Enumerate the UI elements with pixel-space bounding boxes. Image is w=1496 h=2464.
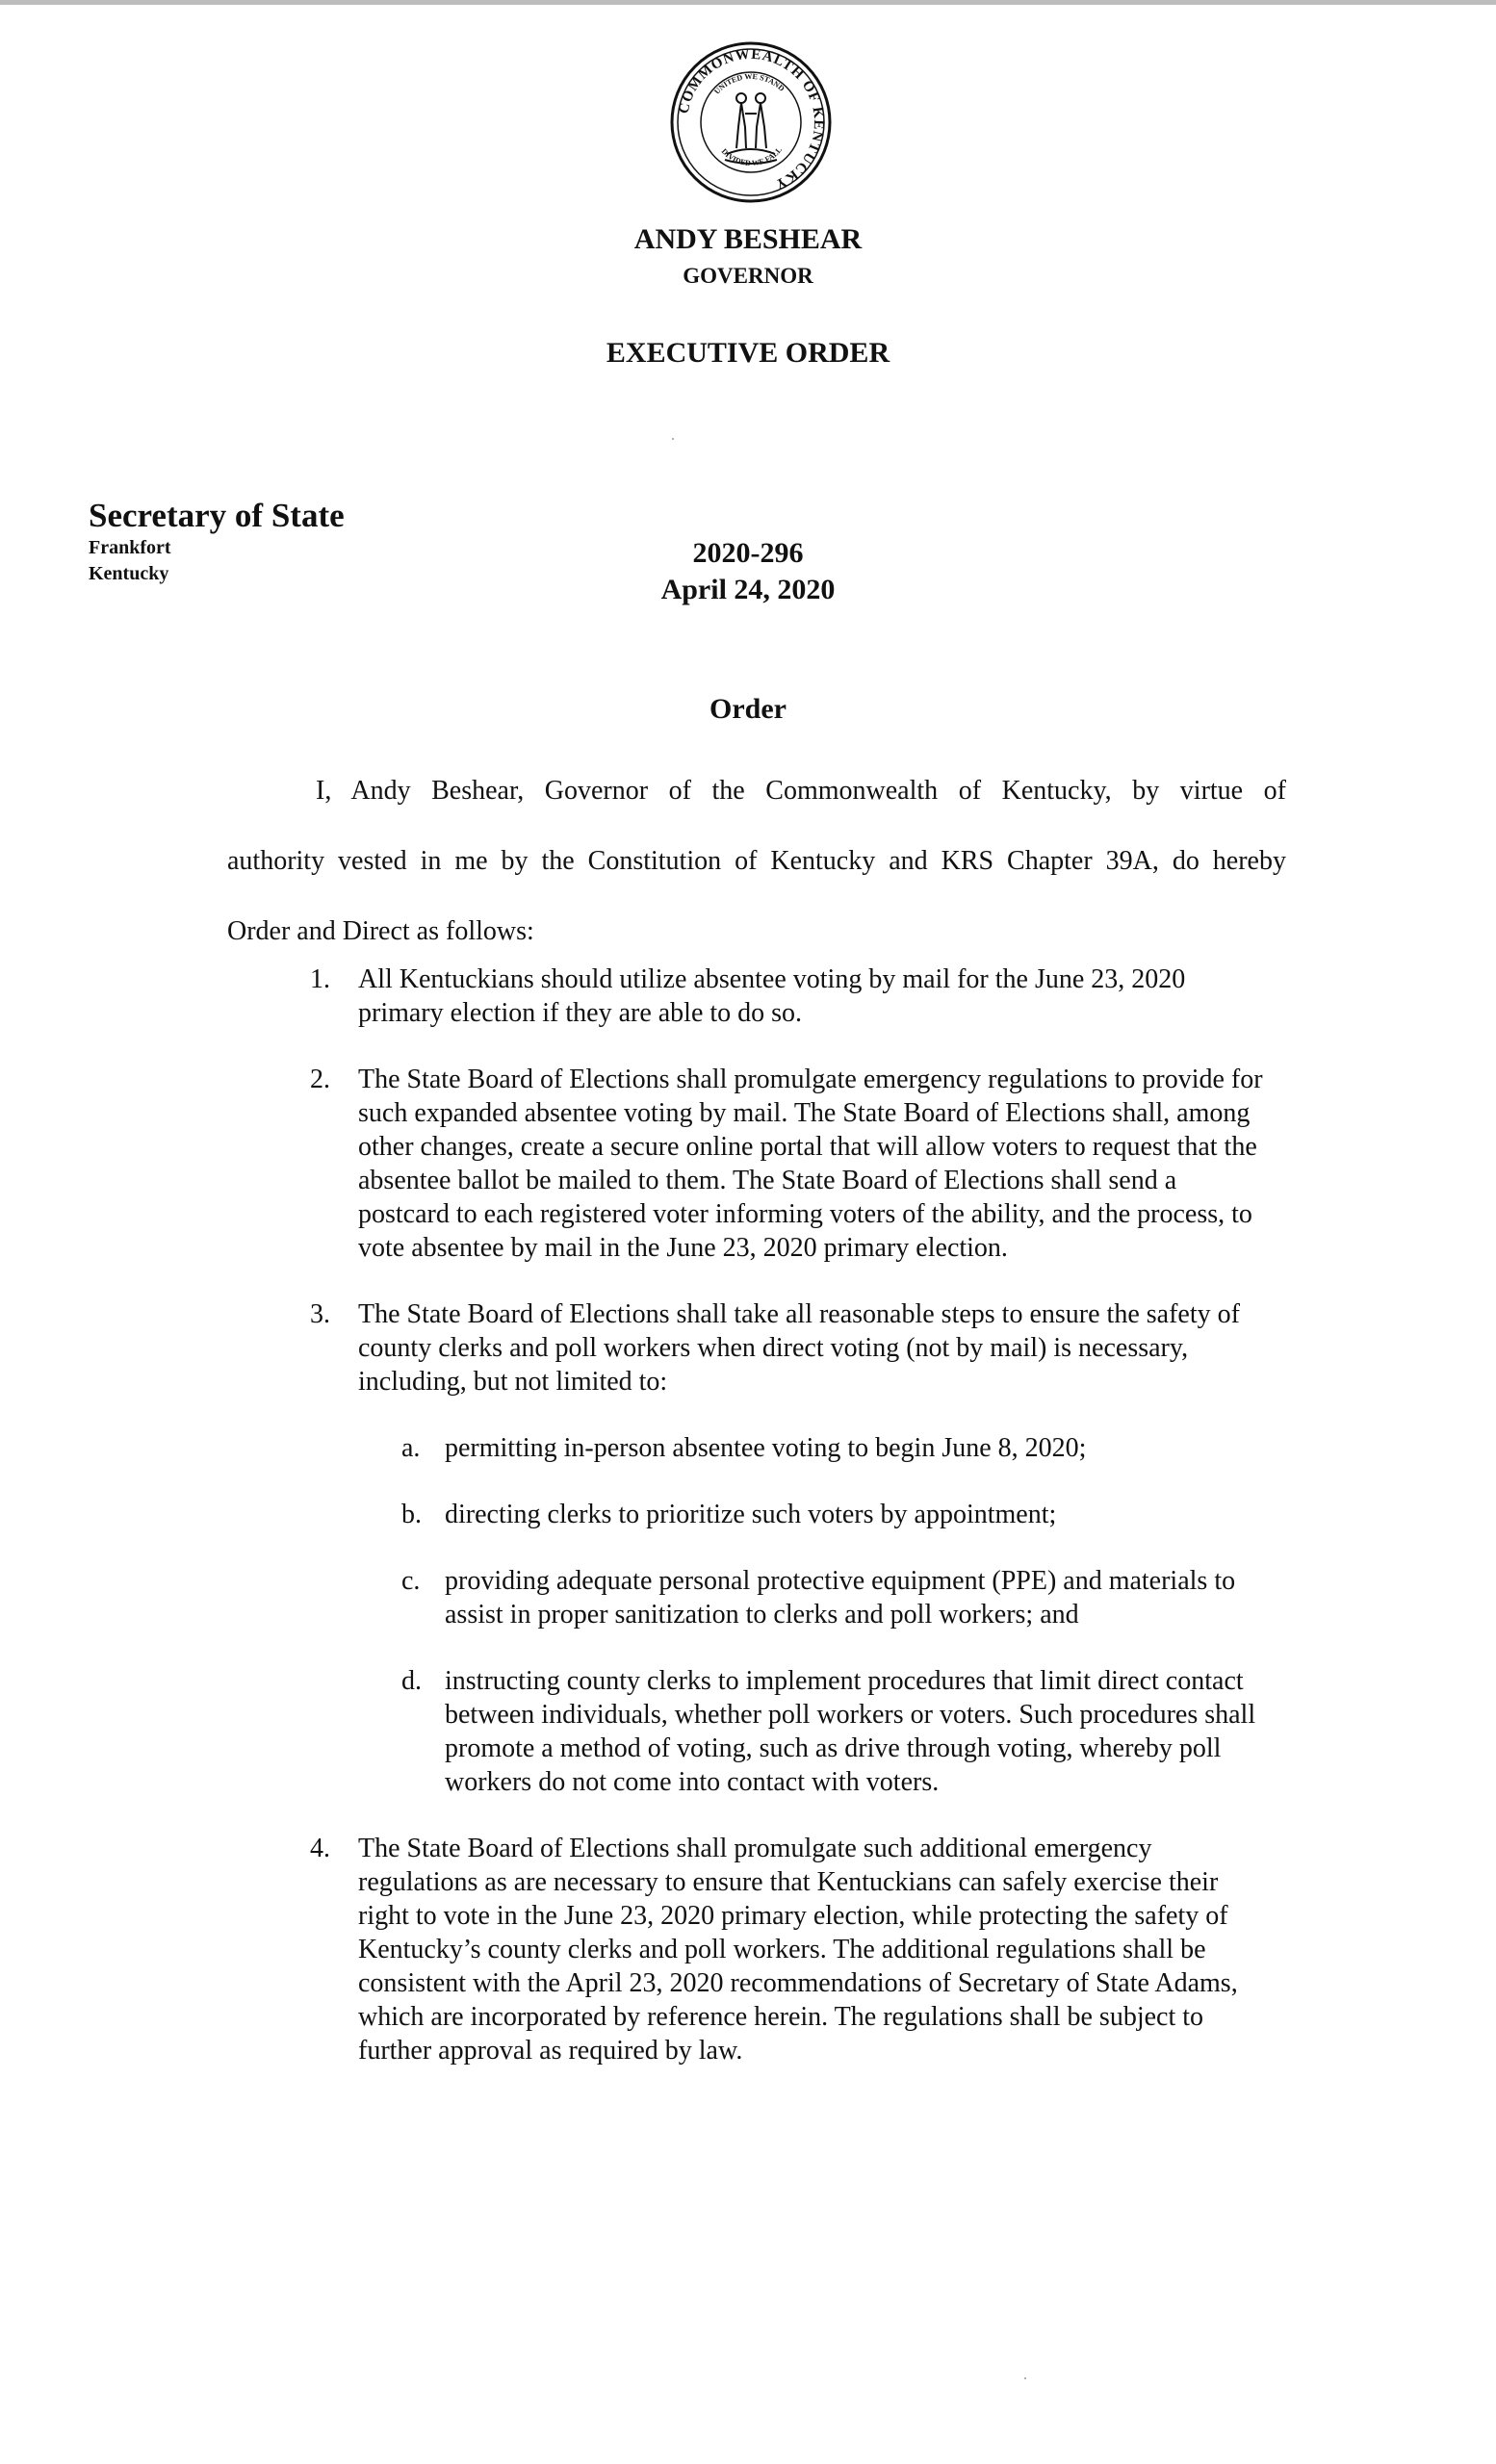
order-items-list: [310, 962, 1273, 2100]
office-city: Frankfort: [89, 537, 171, 558]
sub-item-text: instructing county clerks to implement procedures that limit direct contact between individuals, whether poll workers or voters. Such procedures shall promote a method of voting, such as drive through voting, whereby poll workers do not come into contact with voters.: [445, 1666, 1256, 1797]
governor-title: GOVERNOR: [683, 264, 813, 288]
item-number: 4.: [310, 1834, 330, 1863]
item-number: 3.: [310, 1299, 330, 1329]
preamble-line-1: I, Andy Beshear, Governor of the Commonwealth of Kentucky, by virtue of: [316, 776, 1286, 806]
order-meta: [0, 535, 1496, 608]
preamble-line-3: Order and Direct as follows:: [227, 916, 534, 946]
top-edge-line: [0, 0, 1496, 5]
sub-item-text: providing adequate personal protective equipment (PPE) and materials to assist in proper sanitization to clerks and poll workers; and: [445, 1566, 1236, 1630]
scan-speck: [672, 438, 674, 440]
sub-item: [310, 1564, 1273, 1631]
office-name: Secretary of State: [89, 497, 345, 534]
sub-item: [310, 1431, 1273, 1465]
order-item: [310, 962, 1273, 1030]
sub-items-list: [310, 1431, 1273, 1799]
governor-name: ANDY BESHEAR: [633, 223, 863, 255]
preamble: [227, 756, 1286, 966]
document-type-title: EXECUTIVE ORDER: [606, 337, 890, 369]
order-number: 2020-296: [692, 537, 804, 569]
sub-item: [310, 1664, 1273, 1799]
svg-text:DIVIDED WE FALL: DIVIDED WE FALL: [719, 145, 784, 168]
item-text: All Kentuckians should utilize absentee voting by mail for the June 23, 2020 primary election if they are able to do so.: [358, 964, 1186, 1028]
order-item: [310, 1297, 1273, 1399]
scan-speck: [1024, 2377, 1026, 2379]
sub-item-letter: b.: [401, 1500, 422, 1529]
sub-item-letter: d.: [401, 1666, 422, 1696]
item-number: 2.: [310, 1065, 330, 1094]
sub-item: [310, 1498, 1273, 1531]
order-heading: Order: [709, 693, 787, 725]
office-state: Kentucky: [89, 563, 169, 584]
kentucky-seal: [669, 40, 833, 204]
sub-item-letter: a.: [401, 1433, 421, 1463]
item-text: The State Board of Elections shall take all reasonable steps to ensure the safety of county clerks and poll workers when direct voting (not by mail) is necessary, including, but not limited to:: [358, 1299, 1240, 1397]
sub-item-text: directing clerks to prioritize such voters by appointment;: [445, 1500, 1057, 1529]
item-number: 1.: [310, 964, 330, 994]
svg-text:UNITED WE STAND: UNITED WE STAND: [712, 71, 787, 96]
sub-item-text: permitting in-person absentee voting to begin June 8, 2020;: [445, 1433, 1087, 1463]
sub-item-letter: c.: [401, 1566, 421, 1596]
item-text: The State Board of Elections shall promulgate emergency regulations to provide for such expanded absentee voting by mail. The State Board of Elections shall, among other changes, create a secure online portal that will allow voters to request that the absentee ballot be mailed to them. The State Board of Elections shall send a postcard to each registered voter informing voters of the ability, and the process, to vote absentee by mail in the June 23, 2020 primary election.: [358, 1065, 1263, 1263]
svg-text:COMMONWEALTH OF KENTUCKY: COMMONWEALTH OF KENTUCKY: [676, 46, 827, 192]
order-item: [310, 1832, 1273, 2067]
item-text: The State Board of Elections shall promulgate such additional emergency regulations as are necessary to ensure that Kentuckians can safely exercise their right to vote in the June 23, 2020 primary election, while protecting the safety of Kentucky’s county clerks and poll workers. The additional regulations shall be consistent with the April 23, 2020 recommendations of Secretary of State Adams, which are incorporated by reference herein. The regulations shall be subject to further approval as required by law.: [358, 1834, 1238, 2066]
preamble-line-2: authority vested in me by the Constitution of Kentucky and KRS Chapter 39A, do hereby: [227, 846, 1286, 876]
order-date: April 24, 2020: [660, 574, 836, 605]
order-item: [310, 1063, 1273, 1265]
